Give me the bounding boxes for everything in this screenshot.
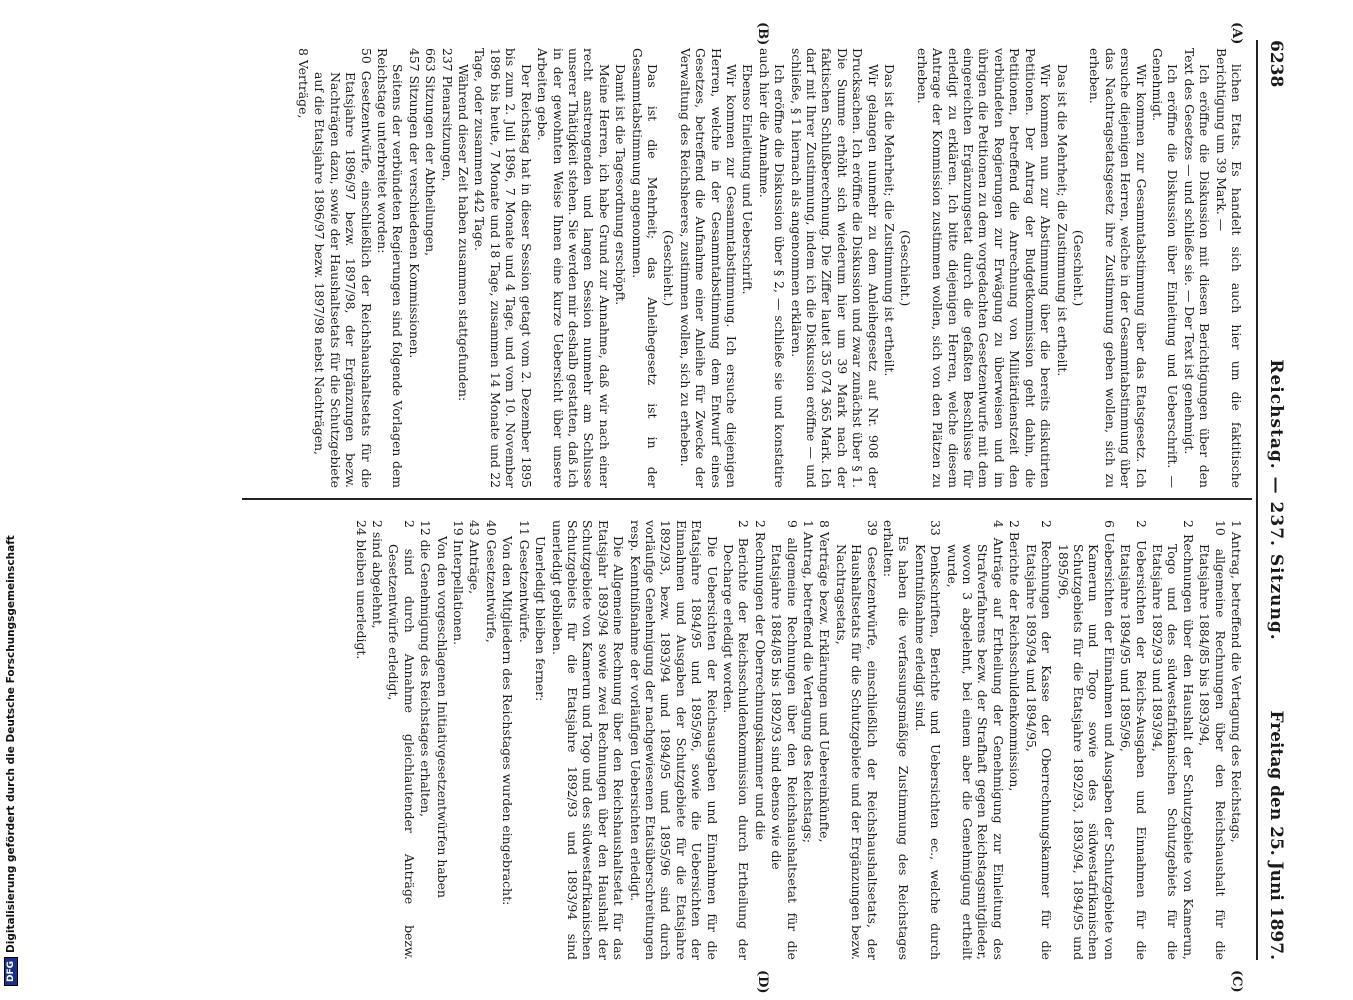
paragraph: Ich eröffne die Diskussion über § 2, — schließe sie und konstatire auch hier die Annahme. [756, 48, 788, 488]
paragraph: Es haben die verfassungsmäßige Zustimmung des Reichstages erhalten: [881, 520, 912, 960]
paragraph: Damit ist die Tagesordnung erschöpft. [613, 64, 629, 306]
paragraph: Wir kommen nun zur Abstimmung über die bereits diskutirten Petitionen. Der Antrag der Budgetkommission geht dahin, die Petitionen, betreffend die Anrechnung von Militärdienstzeit den verbündeten Regierungen zur Erwägung zu überweisen und im übrigen die Petitionen zu dem vorgedachten Gesetzentwurfe mit dem eingereichten Ergänzungsetat durch die gefaßten Beschlüsse für erledigt zu erklären. Ich bitte diejenigen Herren, welche diesem Antrage der Kommission zustimmen wollen, sich von den Plätzen zu erheben. [914, 48, 1054, 488]
paragraph: Von den Mitgliedern des Reichstages wurden eingebracht: [500, 536, 516, 906]
paragraph: 457 Sitzungen der verschiedenen Kommissionen. [406, 48, 422, 359]
paragraph: Der Reichstag hat in dieser Session getagt vom 2. Dezember 1895 bis zum 2. Juli 1896, 7 Monate und 4 Tage, und vom 10. November 1896 bis heute, 7 Monate und 18 Tage, zusammen 14 Monate und 22 Tage, oder zusammen 442 Tage. [472, 48, 534, 488]
left-column [295, 48, 1244, 488]
credit-text: Digitalisierung gefördert durch die Deutsche Forschungsgemeinschaft [5, 535, 17, 953]
paragraph: (Geschieht.) [898, 229, 914, 307]
paragraph: 2 sind abgelehnt, [370, 520, 386, 629]
paragraph: 12 die Genehmigung des Reichstages erhalten, [418, 520, 434, 818]
paragraph: Ich eröffne die Diskussion mit diesen Berichtigungen über den Text des Gesetzes — und schließe sie. — Der Text ist genehmigt. [1181, 48, 1213, 488]
paragraph: 6 Uebersichten der Einnahmen und Ausgaben der Schutzgebiete von Kamerun und Togo sowie des südwestafrikanischen Schutzgebiets für die Etatsjahre 1892/93, 1893/94, 1894/95 und 1895/96, [1055, 520, 1117, 960]
paragraph: 9 allgemeine Rechnungen über den Reichshaushaltsetat für die Etatsjahre 1884/85 bis 1892/93 sind ebenso wie die [769, 520, 800, 960]
paragraph: 2 Rechnungen der Oberrechnungskammer und die [752, 520, 768, 841]
paragraph: Ich eröffne die Diskussion über Einleitung und Ueberschrift. — Genehmigt. [1149, 48, 1181, 488]
paragraph: (Geschieht.) [661, 229, 677, 307]
page-header [1260, 40, 1290, 960]
margin-letter-d: (D) [755, 970, 770, 994]
paragraph: 2 Uebersichten der Reichs-Ausgaben und Einnahmen für die Etatsjahre 1894/95 und 1895/96, [1118, 520, 1149, 960]
paragraph: 43 Anträge, [467, 520, 483, 595]
right-column [352, 520, 1244, 960]
paragraph: 1 Antrag, betreffend die Vertagung des Reichstags; [801, 520, 817, 843]
paragraph: Meine Herren, ich habe Grund zur Annahme, daß wir nach einer recht anstrengenden und langen Session nunmehr am Schlusse unserer Thätigkeit stehen. Sie werden mir deshalb gestatten, daß ich in der gewohnten Weise Ihnen eine kurze Uebersicht über unsere Arbeiten gebe. [535, 48, 612, 488]
page-number: 6238 [1266, 40, 1286, 88]
paragraph: 2 sind durch Annahme gleichlautender Anträge bezw. Gesetzentwürfe erledigt, [386, 520, 417, 960]
page-date: Freitag den 25. Juni 1897. [1266, 710, 1286, 960]
paragraph: Unerledigt bleiben ferner: [533, 536, 549, 702]
paragraph: Seitens der verbündeten Regierungen sind folgende Vorlagen dem Reichstage unterbreitet worden: [375, 48, 406, 488]
paragraph: 663 Sitzungen der Abtheilungen, [423, 48, 439, 257]
paragraph: 8 Verträge, [296, 48, 312, 119]
paragraph: 237 Plenarsitzungen, [439, 48, 455, 182]
paragraph: Das ist die Mehrheit; die Zustimmung ist ertheilt. [1054, 64, 1070, 377]
paragraph: 1 Antrag, betreffend die Vertagung des Reichstags, [1229, 520, 1244, 843]
paragraph: Das ist die Mehrheit; die Zustimmung ist ertheilt. [882, 64, 898, 377]
paragraph: 8 Verträge bezw. Erklärungen und Uebereinkünfte, [817, 520, 833, 843]
paragraph: Wir gelangen nunmehr zu dem Anleihegesetz auf Nr. 908 der Drucksachen. Ich eröffne die Diskussion und zwar zunächst über § 1. Die Summe erhöht sich wiederum hier um 39 Mark nach der faktischen Schlußberechnung. Die Ziffer lautet 35 074 365 Mark. Ich darf mit Ihrer Zustimmung, indem ich die Diskussion eröffne — und schließe, § 1 hiernach als angenommen erklären. [788, 48, 881, 488]
paragraph: 2 Berichte der Reichsschuldenkommission durch Ertheilung der Decharge erledigt worden. [721, 520, 752, 960]
header-rule [1256, 40, 1258, 960]
paragraph: 40 Gesetzentwürfe, [483, 520, 499, 643]
margin-letter-a: (A) [1229, 22, 1244, 45]
dfg-logo: DFG [4, 957, 18, 986]
paragraph: 33 Denkschriften, Berichte und Uebersichten ec., welche durch Kenntnißnahme erledigt sind. [912, 520, 944, 960]
paragraph: 4 Anträge auf Ertheilung der Genehmigung zur Einleitung des Strafverfahrens bezw. der Strafhaft gegen Reichstagsmitglieder, wovon 3 abgelehnt, bei einem aber die Genehmigung ertheilt wurde, [944, 520, 1006, 960]
paragraph: 2 Rechnungen der Kasse der Oberrechnungskammer für die Etatsjahre 1893/94 und 1894/95, [1023, 520, 1055, 960]
paragraph: 50 Gesetzentwürfe, einschließlich der Reichshaushaltsetats für die Etatsjahre 1896/97 bezw. 1897/98, der Ergänzungen bezw. Nachträgen dazu, sowie der Haushaltsetats für die Schutzgebiete auf die Etatsjahre 1896/97 bezw. 1897/98 nebst Nachträgen, [312, 48, 374, 488]
paragraph: 39 Gesetzentwürfe, einschließlich der Reichshaushaltsetats, der Haushaltsetats für die Schutzgebiete und der Ergänzungen bezw. Nachtragsetats, [833, 520, 880, 960]
paragraph: Die Uebersichten der Reichsausgaben und Einnahmen für die Etatsjahre 1894/95 und 1895/96, sowie die Uebersichten der Einnahmen und Ausgaben der Schutzgebiete für die Etatsjahre 1892/93, bezw. 1893/94 und 1894/95 und 1895/96 sind durch vorläufige Genehmigung der nachgewiesenen Etatsüberschreitungen resp. Kenntnißnahme der vorläufigen Uebersichten erledigt. [627, 520, 720, 960]
paragraph: 11 Gesetzentwürfe. [516, 520, 532, 643]
paragraph: Ebenso Einleitung und Ueberschrift. [740, 64, 756, 295]
paragraph: 2 Berichte der Reichsschuldenkommission, [1007, 520, 1023, 792]
paragraph: Die Allgemeine Rechnung über den Reichshaushaltsetat für das Etatsjahr 1893/94 sowie zwei Rechnungen über den Haushalt der Schutzgebiete von Kamerun und Togo und des südwestafrikanischen Schutzgebiets für die Etatsjahre 1892/93 und 1893/94 sind unerledigt geblieben. [549, 520, 627, 960]
paragraph: Wir kommen zur Gesammtabstimmung. Ich ersuche diejenigen Herren, welche in der Gesammtabstimmung dem Entwurf eines Gesetzes, betreffend die Aufnahme einer Anleihe für Zwecke der Verwaltung des Reichsheeres, zustimmen wollen, sich zu erheben. [677, 48, 739, 488]
margin-letter-c: (C) [1229, 970, 1244, 993]
paragraph: Während dieser Zeit haben zusammen stattgefunden: [456, 64, 472, 402]
paragraph: 2 Rechnungen über den Haushalt der Schutzgebiete von Kamerun, Togo und des südwestafrikanischen Schutzgebiets für die Etatsjahre 1892/93 und 1893/94, [1149, 520, 1196, 960]
paragraph: (Geschieht.) [1070, 229, 1086, 307]
paragraph: 24 bleiben unerledigt. [353, 520, 369, 660]
paragraph: Das ist die Mehrheit; das Anleihegesetz ist in der Gesammtabstimmung angenommen. [629, 48, 660, 488]
paragraph: Wir kommen zur Gesammtabstimmung über das Etatsgesetz. Ich ersuche diejenigen Herren, welche in der Gesammtabstimmung über das Nachtragsetatsgesetz ihre Zustimmung geben wollen, sich zu erheben. [1087, 48, 1149, 488]
paragraph: Von den vorgeschlagenen Initiativgesetzentwürfen haben [434, 536, 450, 898]
paragraph: 10 allgemeine Rechnungen über den Reichshaushalt für die Etatsjahre 1884/85 bis 1893/94, [1197, 520, 1228, 960]
paragraph: lichen Etats. Es handelt sich auch hier um die faktitische Berichtigung um 39 Mark. — [1213, 48, 1244, 488]
paragraph: 19 Interpellationen. [451, 520, 467, 646]
page-title: Reichstag. — 237. Sitzung. [1266, 359, 1286, 641]
margin-letter-b: (B) [755, 22, 770, 46]
column-divider [242, 498, 1252, 500]
digitization-credit [0, 0, 22, 1000]
